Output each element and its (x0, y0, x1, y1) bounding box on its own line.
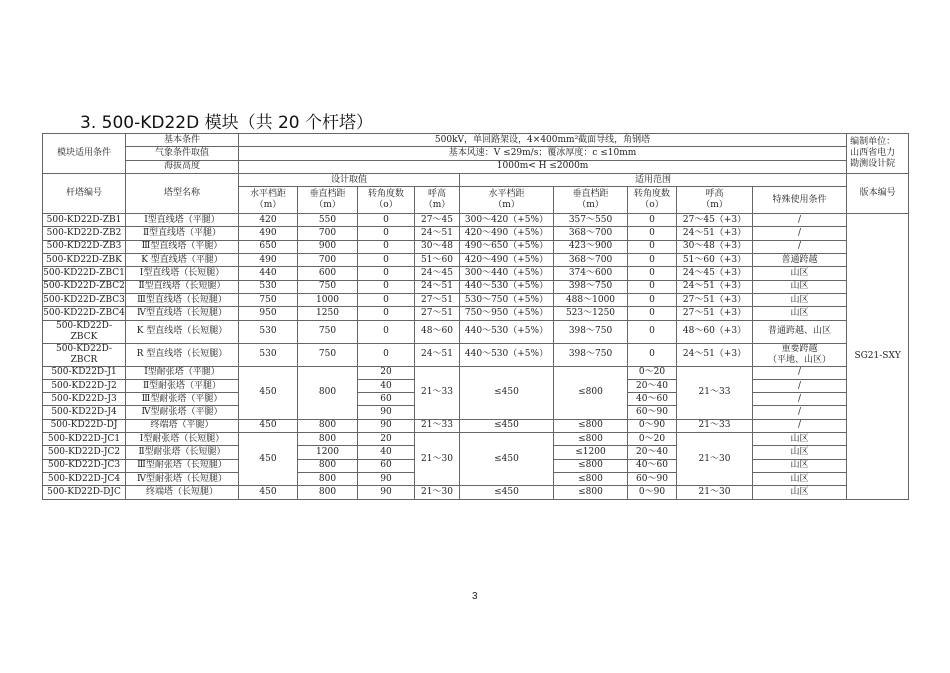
cell-value: 398～750 (554, 343, 628, 366)
tower-id: 500-KD22D-DJC (43, 486, 126, 499)
cell-value: ≤800 (554, 419, 628, 432)
table-row (43, 254, 909, 267)
page-number: 3 (472, 591, 478, 602)
tower-id: 500-KD22D-J1 (43, 366, 126, 379)
cell-value: 0 (358, 293, 415, 306)
tower-id: 500-KD22D-ZB2 (43, 227, 126, 240)
cell-value: 0 (628, 214, 677, 227)
cell-value: 21～33 (677, 366, 753, 419)
tower-name: 终端塔（平腿） (126, 419, 239, 432)
table-row (43, 343, 909, 366)
conditions-label: 模块适用条件 (43, 134, 126, 174)
header-sub: 垂直档距 （m） (298, 187, 358, 214)
cell-value: 374～600 (554, 267, 628, 280)
cell-value: 750 (239, 293, 298, 306)
cell-value: 山区 (753, 486, 847, 499)
header-version: 版本编号 (847, 173, 909, 213)
tower-module-table (42, 133, 909, 500)
tower-id: 500-KD22D-ZBC2 (43, 280, 126, 293)
tower-name: Ⅳ型耐张塔（平腿） (126, 406, 239, 419)
cell-value: 24～51（+3） (677, 227, 753, 240)
cell-value: 368～700 (554, 254, 628, 267)
cell-value: 450 (239, 419, 298, 432)
tower-id: 500-KD22D-ZBC3 (43, 293, 126, 306)
cell-value: 24～51 (415, 280, 460, 293)
tower-id: 500-KD22D-JC4 (43, 472, 126, 485)
editor-unit: 编制单位： 山西省电力 勘测设计院 (847, 134, 909, 174)
cell-value: ≤450 (460, 433, 554, 486)
cell-value: 0 (358, 214, 415, 227)
condition-value: 500kV，单回路架设，4×400mm²截面导线，角钢塔 (239, 134, 847, 147)
tower-id: 500-KD22D-ZBCK (43, 320, 126, 343)
table-row (43, 214, 909, 227)
header-sub: 水平档距 （m） (460, 187, 554, 214)
tower-name: Ⅳ型直线塔（长短腿） (126, 307, 239, 320)
cell-value: 440～530（+5%） (460, 343, 554, 366)
cell-value: 27～45（+3） (677, 214, 753, 227)
cell-value: / (753, 379, 847, 392)
condition-label: 海拔高度 (126, 160, 239, 173)
cell-value: ≤800 (554, 459, 628, 472)
header-range: 适用范围 (460, 173, 847, 186)
condition-label: 基本条件 (126, 134, 239, 147)
cell-value: 488～1000 (554, 293, 628, 306)
cell-value: 398～750 (554, 320, 628, 343)
tower-id: 500-KD22D-J4 (43, 406, 126, 419)
cell-value: 24～51 (415, 227, 460, 240)
cell-value: 20～40 (628, 446, 677, 459)
cell-value: 90 (358, 419, 415, 432)
cell-value: 0 (628, 280, 677, 293)
cell-value: 700 (298, 254, 358, 267)
cell-value: 40～60 (628, 393, 677, 406)
cell-value: ≤450 (460, 366, 554, 419)
cell-value: 550 (298, 214, 358, 227)
header-tower-id: 杆塔编号 (43, 173, 126, 213)
cell-value: 27～45 (415, 214, 460, 227)
cell-value: 51～60 (415, 254, 460, 267)
cell-value: 368～700 (554, 227, 628, 240)
cell-value: 27～51（+3） (677, 307, 753, 320)
tower-name: K 型直线塔（长短腿） (126, 320, 239, 343)
cell-value: 523～1250 (554, 307, 628, 320)
cell-value: 420～490（+5%） (460, 254, 554, 267)
tower-name: Ⅲ型耐张塔（长短腿） (126, 459, 239, 472)
tower-name: 终端塔（长短腿） (126, 486, 239, 499)
cell-value: 0 (358, 343, 415, 366)
header-sub: 特殊使用条件 (753, 187, 847, 214)
cell-value: 21～30 (677, 486, 753, 499)
tower-name: Ⅱ型直线塔（长短腿） (126, 280, 239, 293)
cell-value: 0 (358, 320, 415, 343)
cell-value: 440 (239, 267, 298, 280)
cell-value: 51～60（+3） (677, 254, 753, 267)
tower-id: 500-KD22D-JC3 (43, 459, 126, 472)
header-sub: 垂直档距 （m） (554, 187, 628, 214)
tower-id: 500-KD22D-ZBC1 (43, 267, 126, 280)
cell-value: 0 (358, 307, 415, 320)
tower-name: K 型直线塔（平腿） (126, 254, 239, 267)
table-row (43, 293, 909, 306)
table-row (43, 267, 909, 280)
tower-id: 500-KD22D-ZB3 (43, 240, 126, 253)
condition-row (43, 134, 909, 147)
cell-value: 0 (628, 293, 677, 306)
cell-value: 0 (358, 240, 415, 253)
cell-value: 60～90 (628, 406, 677, 419)
cell-value: 440～530（+5%） (460, 320, 554, 343)
cell-value: 山区 (753, 459, 847, 472)
cell-value: 21～33 (415, 366, 460, 419)
tower-id: 500-KD22D-ZBK (43, 254, 126, 267)
cell-value: 40 (358, 379, 415, 392)
cell-value: 420 (239, 214, 298, 227)
tower-name: Ⅲ型耐张塔（平腿） (126, 393, 239, 406)
cell-value: 800 (298, 472, 358, 485)
table-row (43, 320, 909, 343)
cell-value: 0 (628, 254, 677, 267)
cell-value: 450 (239, 366, 298, 419)
header-sub: 转角度数 （o） (628, 187, 677, 214)
cell-value: 490 (239, 227, 298, 240)
cell-value: 1000 (298, 293, 358, 306)
cell-value: 0 (628, 343, 677, 366)
cell-value: ≤800 (554, 366, 628, 419)
cell-value: 21～33 (677, 419, 753, 432)
cell-value: 0～90 (628, 419, 677, 432)
cell-value: ≤800 (554, 472, 628, 485)
cell-value: 300～440（+5%） (460, 267, 554, 280)
cell-value: 750 (298, 280, 358, 293)
tower-name: Ⅰ型直线塔（平腿） (126, 214, 239, 227)
tower-id: 500-KD22D-J3 (43, 393, 126, 406)
cell-value: 48～60 (415, 320, 460, 343)
cell-value: 800 (298, 433, 358, 446)
cell-value: 0～20 (628, 433, 677, 446)
cell-value: 24～45 (415, 267, 460, 280)
cell-value: 20 (358, 366, 415, 379)
tower-id: 500-KD22D-JC2 (43, 446, 126, 459)
cell-value: 90 (358, 486, 415, 499)
tower-name: Ⅲ型直线塔（长短腿） (126, 293, 239, 306)
tower-name: Ⅳ型耐张塔（长短腿） (126, 472, 239, 485)
condition-row (43, 160, 909, 173)
cell-value: 90 (358, 406, 415, 419)
cell-value: 山区 (753, 433, 847, 446)
table-row (43, 240, 909, 253)
cell-value: 普通跨越、山区 (753, 320, 847, 343)
header-sub: 转角度数 （o） (358, 187, 415, 214)
table-row (43, 486, 909, 499)
cell-value: 0 (358, 267, 415, 280)
cell-value: 0 (628, 320, 677, 343)
cell-value: 530 (239, 280, 298, 293)
cell-value: 1200 (298, 446, 358, 459)
cell-value: 24～45（+3） (677, 267, 753, 280)
table-row (43, 280, 909, 293)
cell-value: 27～51（+3） (677, 293, 753, 306)
header-sub: 呼高 （m） (415, 187, 460, 214)
cell-value: 20 (358, 433, 415, 446)
cell-value: 90 (358, 472, 415, 485)
tower-id: 500-KD22D-ZB1 (43, 214, 126, 227)
cell-value: 30～48（+3） (677, 240, 753, 253)
cell-value: 0 (358, 280, 415, 293)
table-row (43, 227, 909, 240)
cell-value: 0 (358, 254, 415, 267)
cell-value: 750 (298, 320, 358, 343)
cell-value: 490 (239, 254, 298, 267)
cell-value: 山区 (753, 293, 847, 306)
cell-value: / (753, 214, 847, 227)
cell-value: 40 (358, 446, 415, 459)
cell-value: 800 (298, 366, 358, 419)
cell-value: 950 (239, 307, 298, 320)
cell-value: 60 (358, 393, 415, 406)
tower-name: Ⅰ型耐张塔（平腿） (126, 366, 239, 379)
cell-value: ≤1200 (554, 446, 628, 459)
cell-value: 0～90 (628, 486, 677, 499)
cell-value: 0 (628, 227, 677, 240)
cell-value: 24～51（+3） (677, 280, 753, 293)
cell-value: 山区 (753, 472, 847, 485)
section-title: 3. 500-KD22D 模块（共 20 个杆塔） (80, 113, 374, 133)
header-sub: 水平档距 （m） (239, 187, 298, 214)
cell-value: 山区 (753, 267, 847, 280)
cell-value: 24～51 (415, 343, 460, 366)
table-row (43, 419, 909, 432)
cell-value: / (753, 393, 847, 406)
cell-value: 0～20 (628, 366, 677, 379)
cell-value: 398～750 (554, 280, 628, 293)
tower-id: 500-KD22D-J2 (43, 379, 126, 392)
tower-name: Ⅰ型直线塔（长短腿） (126, 267, 239, 280)
cell-value: 48～60（+3） (677, 320, 753, 343)
cell-value: 60～90 (628, 472, 677, 485)
cell-value: ≤450 (460, 486, 554, 499)
tower-id: 500-KD22D-DJ (43, 419, 126, 432)
cell-value: ≤800 (554, 486, 628, 499)
cell-value: 900 (298, 240, 358, 253)
condition-value: 基本风速：V ≤29m/s；覆冰厚度：c ≤10mm (239, 147, 847, 160)
cell-value: 357～550 (554, 214, 628, 227)
table-row (43, 307, 909, 320)
condition-label: 气象条件取值 (126, 147, 239, 160)
table-row (43, 433, 909, 446)
cell-value: 490～650（+5%） (460, 240, 554, 253)
tower-name: Ⅲ型直线塔（平腿） (126, 240, 239, 253)
header-row (43, 173, 909, 186)
cell-value: 650 (239, 240, 298, 253)
cell-value: 800 (298, 459, 358, 472)
cell-value: 普通跨越 (753, 254, 847, 267)
cell-value: 800 (298, 486, 358, 499)
table-row (43, 366, 909, 379)
cell-value: / (753, 419, 847, 432)
cell-value: 0 (628, 307, 677, 320)
cell-value: 重要跨越 （平地、山区） (753, 343, 847, 366)
cell-value: 60 (358, 459, 415, 472)
cell-value: 700 (298, 227, 358, 240)
header-tower-name: 塔型名称 (126, 173, 239, 213)
tower-name: Ⅱ型直线塔（平腿） (126, 227, 239, 240)
cell-value: 423～900 (554, 240, 628, 253)
cell-value: 420～490（+5%） (460, 227, 554, 240)
cell-value: 20～40 (628, 379, 677, 392)
tower-id: 500-KD22D-JC1 (43, 433, 126, 446)
cell-value: 0 (358, 227, 415, 240)
cell-value: 21～33 (415, 419, 460, 432)
cell-value: 山区 (753, 280, 847, 293)
cell-value: 27～51 (415, 307, 460, 320)
condition-row (43, 147, 909, 160)
cell-value: 300～420（+5%） (460, 214, 554, 227)
cell-value: / (753, 240, 847, 253)
tower-name: Ⅰ型耐张塔（长短腿） (126, 433, 239, 446)
cell-value: 450 (239, 433, 298, 486)
cell-value: ≤450 (460, 419, 554, 432)
cell-value: 800 (298, 419, 358, 432)
cell-value: 440～530（+5%） (460, 280, 554, 293)
cell-value: 0 (628, 267, 677, 280)
cell-value: 山区 (753, 446, 847, 459)
cell-value: 750 (298, 343, 358, 366)
cell-value: 600 (298, 267, 358, 280)
cell-value: 21～30 (677, 433, 753, 486)
cell-value: / (753, 406, 847, 419)
cell-value: 530 (239, 320, 298, 343)
tower-id: 500-KD22D-ZBCR (43, 343, 126, 366)
cell-value: 530～750（+5%） (460, 293, 554, 306)
tower-name: Ⅱ型耐张塔（长短腿） (126, 446, 239, 459)
cell-value: 21～30 (415, 433, 460, 486)
cell-value: 750～950（+5%） (460, 307, 554, 320)
cell-value: 450 (239, 486, 298, 499)
cell-value: 27～51 (415, 293, 460, 306)
version-code: SG21-SXY (847, 214, 909, 499)
tower-name: R 型直线塔（长短腿） (126, 343, 239, 366)
cell-value: 21～30 (415, 486, 460, 499)
cell-value: ≤800 (554, 433, 628, 446)
cell-value: 30～48 (415, 240, 460, 253)
tower-id: 500-KD22D-ZBC4 (43, 307, 126, 320)
cell-value: / (753, 366, 847, 379)
cell-value: 40～60 (628, 459, 677, 472)
cell-value: 山区 (753, 307, 847, 320)
cell-value: / (753, 227, 847, 240)
condition-value: 1000m< H ≤2000m (239, 160, 847, 173)
tower-name: Ⅱ型耐张塔（平腿） (126, 379, 239, 392)
cell-value: 24～51（+3） (677, 343, 753, 366)
cell-value: 0 (628, 240, 677, 253)
header-design: 设计取值 (239, 173, 460, 186)
header-sub: 呼高 （m） (677, 187, 753, 214)
cell-value: 1250 (298, 307, 358, 320)
cell-value: 530 (239, 343, 298, 366)
